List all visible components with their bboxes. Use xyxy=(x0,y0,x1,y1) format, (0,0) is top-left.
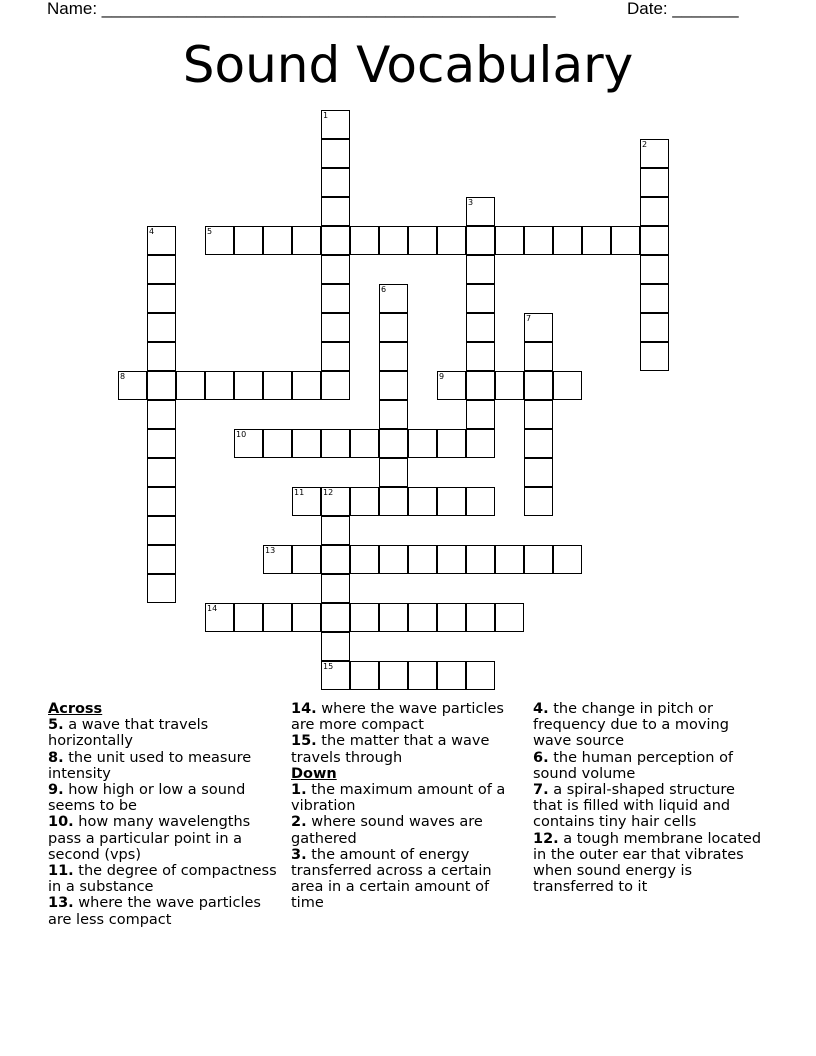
cell-number: 10 xyxy=(236,430,247,439)
cell-number: 9 xyxy=(439,372,445,381)
grid-cell[interactable] xyxy=(321,255,350,284)
grid-cell[interactable] xyxy=(466,400,495,429)
grid-cell[interactable] xyxy=(321,110,350,139)
grid-cell[interactable] xyxy=(611,226,640,255)
grid-cell[interactable] xyxy=(147,284,176,313)
grid-cell[interactable] xyxy=(379,458,408,487)
grid-cell[interactable] xyxy=(408,487,437,516)
cell-number: 12 xyxy=(323,488,334,497)
grid-cell[interactable] xyxy=(495,226,524,255)
grid-cell[interactable] xyxy=(437,661,466,690)
cell-number: 3 xyxy=(468,198,474,207)
grid-cell[interactable] xyxy=(495,371,524,400)
grid-cell[interactable] xyxy=(147,255,176,284)
date-field[interactable]: Date: _______ xyxy=(627,0,739,18)
grid-cell[interactable] xyxy=(234,429,263,458)
page-title: Sound Vocabulary xyxy=(182,36,634,94)
grid-cell[interactable] xyxy=(263,603,292,632)
grid-cell[interactable] xyxy=(408,226,437,255)
grid-cell[interactable] xyxy=(321,197,350,226)
grid-cell[interactable] xyxy=(321,429,350,458)
grid-cell[interactable] xyxy=(640,197,669,226)
grid-cell[interactable] xyxy=(640,313,669,342)
grid-cell[interactable] xyxy=(292,603,321,632)
grid-cell[interactable] xyxy=(350,603,379,632)
grid-cell[interactable] xyxy=(321,603,350,632)
clue-across-9: 9. how high or low a sound seems to be xyxy=(48,782,246,815)
grid-cell[interactable] xyxy=(553,226,582,255)
grid-cell[interactable] xyxy=(466,429,495,458)
grid-cell[interactable] xyxy=(640,255,669,284)
grid-cell[interactable] xyxy=(437,371,466,400)
cell-number: 4 xyxy=(149,227,155,236)
clue-column-2 xyxy=(291,701,517,912)
grid-cell[interactable] xyxy=(263,371,292,400)
grid-cell[interactable] xyxy=(263,226,292,255)
down-heading: Down xyxy=(291,765,337,782)
grid-cell[interactable] xyxy=(466,603,495,632)
grid-cell[interactable] xyxy=(321,313,350,342)
clue-across-5: 5. a wave that travels horizontally xyxy=(48,717,209,750)
grid-cell[interactable] xyxy=(640,284,669,313)
across-heading: Across xyxy=(48,701,103,717)
grid-cell[interactable] xyxy=(321,342,350,371)
clue-across-8: 8. the unit used to measure intensity xyxy=(48,749,252,782)
grid-cell[interactable] xyxy=(524,342,553,371)
grid-cell[interactable] xyxy=(350,545,379,574)
grid-cell[interactable] xyxy=(640,168,669,197)
grid-cell[interactable] xyxy=(379,429,408,458)
grid-cell[interactable] xyxy=(147,226,176,255)
grid-cell[interactable] xyxy=(321,487,350,516)
grid-cell[interactable] xyxy=(524,545,553,574)
clue-down-4: 4. the change in pitch or frequency due to a moving wave source xyxy=(533,701,729,750)
grid-cell[interactable] xyxy=(379,487,408,516)
clue-down-6: 6. the human perception of sound volume xyxy=(533,749,734,782)
grid-cell[interactable] xyxy=(205,603,234,632)
cell-number: 2 xyxy=(642,140,648,149)
grid-cell[interactable] xyxy=(205,371,234,400)
grid-cell[interactable] xyxy=(147,400,176,429)
grid-cell[interactable] xyxy=(524,429,553,458)
clue-down-2: 2. where sound waves are gathered xyxy=(291,814,483,847)
grid-cell[interactable] xyxy=(379,661,408,690)
cell-number: 11 xyxy=(294,488,305,497)
grid-cell[interactable] xyxy=(147,574,176,603)
clue-column-3 xyxy=(533,701,769,895)
cell-number: 13 xyxy=(265,546,276,555)
grid-cell[interactable] xyxy=(147,342,176,371)
grid-cell[interactable] xyxy=(147,458,176,487)
grid-cell[interactable] xyxy=(321,168,350,197)
cell-number: 15 xyxy=(323,662,334,671)
grid-cell[interactable] xyxy=(408,603,437,632)
grid-cell[interactable] xyxy=(495,545,524,574)
clue-column-1 xyxy=(48,701,280,928)
cell-number: 14 xyxy=(207,604,218,613)
grid-cell[interactable] xyxy=(147,313,176,342)
cell-number: 1 xyxy=(323,111,329,120)
grid-cell[interactable] xyxy=(292,226,321,255)
clue-down-3: 3. the amount of energy transferred across a certain area in a certain amount of time xyxy=(291,846,492,912)
name-field[interactable]: Name: ________________________________________________ xyxy=(47,0,556,18)
cell-number: 6 xyxy=(381,285,387,294)
grid-cell[interactable] xyxy=(408,661,437,690)
grid-cell[interactable] xyxy=(466,313,495,342)
grid-cell[interactable] xyxy=(466,255,495,284)
grid-cell[interactable] xyxy=(640,342,669,371)
grid-cell[interactable] xyxy=(350,487,379,516)
grid-cell[interactable] xyxy=(466,545,495,574)
grid-cell[interactable] xyxy=(466,197,495,226)
grid-cell[interactable] xyxy=(466,342,495,371)
grid-cell[interactable] xyxy=(263,429,292,458)
grid-cell[interactable] xyxy=(321,516,350,545)
grid-cell[interactable] xyxy=(263,545,292,574)
grid-cell[interactable] xyxy=(524,313,553,342)
clue-across-10: 10. how many wavelengths pass a particular point in a second (vps) xyxy=(48,814,251,863)
grid-cell[interactable] xyxy=(321,284,350,313)
grid-cell[interactable] xyxy=(321,371,350,400)
clue-across-14: 14. where the wave particles are more compact xyxy=(291,701,504,734)
clue-across-11: 11. the degree of compactness in a substance xyxy=(48,863,277,896)
grid-cell[interactable] xyxy=(379,371,408,400)
grid-cell[interactable] xyxy=(350,429,379,458)
grid-cell[interactable] xyxy=(234,226,263,255)
grid-cell[interactable] xyxy=(379,284,408,313)
grid-cell[interactable] xyxy=(234,603,263,632)
grid-cell[interactable] xyxy=(379,603,408,632)
grid-cell[interactable] xyxy=(147,487,176,516)
grid-cell[interactable] xyxy=(147,429,176,458)
grid-cell[interactable] xyxy=(176,371,205,400)
grid-cell[interactable] xyxy=(292,545,321,574)
grid-cell[interactable] xyxy=(524,458,553,487)
cell-number: 8 xyxy=(120,372,126,381)
grid-cell[interactable] xyxy=(379,313,408,342)
grid-cell[interactable] xyxy=(292,371,321,400)
grid-cell[interactable] xyxy=(524,371,553,400)
grid-cell[interactable] xyxy=(350,661,379,690)
grid-cell[interactable] xyxy=(437,226,466,255)
grid-cell[interactable] xyxy=(437,487,466,516)
grid-cell[interactable] xyxy=(437,545,466,574)
grid-cell[interactable] xyxy=(524,487,553,516)
grid-cell[interactable] xyxy=(408,545,437,574)
grid-cell[interactable] xyxy=(408,429,437,458)
clue-across-15: 15. the matter that a wave travels through xyxy=(291,733,490,766)
grid-cell[interactable] xyxy=(292,429,321,458)
grid-cell[interactable] xyxy=(640,226,669,255)
grid-cell[interactable] xyxy=(524,226,553,255)
grid-cell[interactable] xyxy=(205,226,234,255)
grid-cell[interactable] xyxy=(147,545,176,574)
grid-cell[interactable] xyxy=(379,342,408,371)
grid-cell[interactable] xyxy=(321,661,350,690)
grid-cell[interactable] xyxy=(466,226,495,255)
grid-cell[interactable] xyxy=(321,574,350,603)
grid-cell[interactable] xyxy=(582,226,611,255)
grid-cell[interactable] xyxy=(234,371,263,400)
grid-cell[interactable] xyxy=(466,487,495,516)
grid-cell[interactable] xyxy=(524,400,553,429)
cell-number: 7 xyxy=(526,314,532,323)
grid-cell[interactable] xyxy=(321,632,350,661)
grid-cell[interactable] xyxy=(321,139,350,168)
grid-cell[interactable] xyxy=(147,516,176,545)
grid-cell[interactable] xyxy=(466,371,495,400)
grid-cell[interactable] xyxy=(147,371,176,400)
grid-cell[interactable] xyxy=(466,284,495,313)
grid-cell[interactable] xyxy=(321,226,350,255)
grid-cell[interactable] xyxy=(640,139,669,168)
grid-cell[interactable] xyxy=(350,226,379,255)
grid-cell[interactable] xyxy=(379,226,408,255)
grid-cell[interactable] xyxy=(292,487,321,516)
grid-cell[interactable] xyxy=(495,603,524,632)
clue-down-7: 7. a spiral-shaped structure that is filled with liquid and contains tiny hair cells xyxy=(533,782,735,831)
grid-cell[interactable] xyxy=(553,545,582,574)
clue-down-1: 1. the maximum amount of a vibration xyxy=(291,782,506,815)
grid-cell[interactable] xyxy=(437,429,466,458)
grid-cell[interactable] xyxy=(437,603,466,632)
clue-down-12: 12. a tough membrane located in the outer ear that vibrates when sound energy is transferred to it xyxy=(533,830,762,896)
grid-cell[interactable] xyxy=(466,661,495,690)
clue-across-13: 13. where the wave particles are less compact xyxy=(48,895,261,928)
grid-cell[interactable] xyxy=(379,545,408,574)
cell-number: 5 xyxy=(207,227,213,236)
grid-cell[interactable] xyxy=(118,371,147,400)
grid-cell[interactable] xyxy=(321,545,350,574)
grid-cell[interactable] xyxy=(553,371,582,400)
grid-cell[interactable] xyxy=(379,400,408,429)
